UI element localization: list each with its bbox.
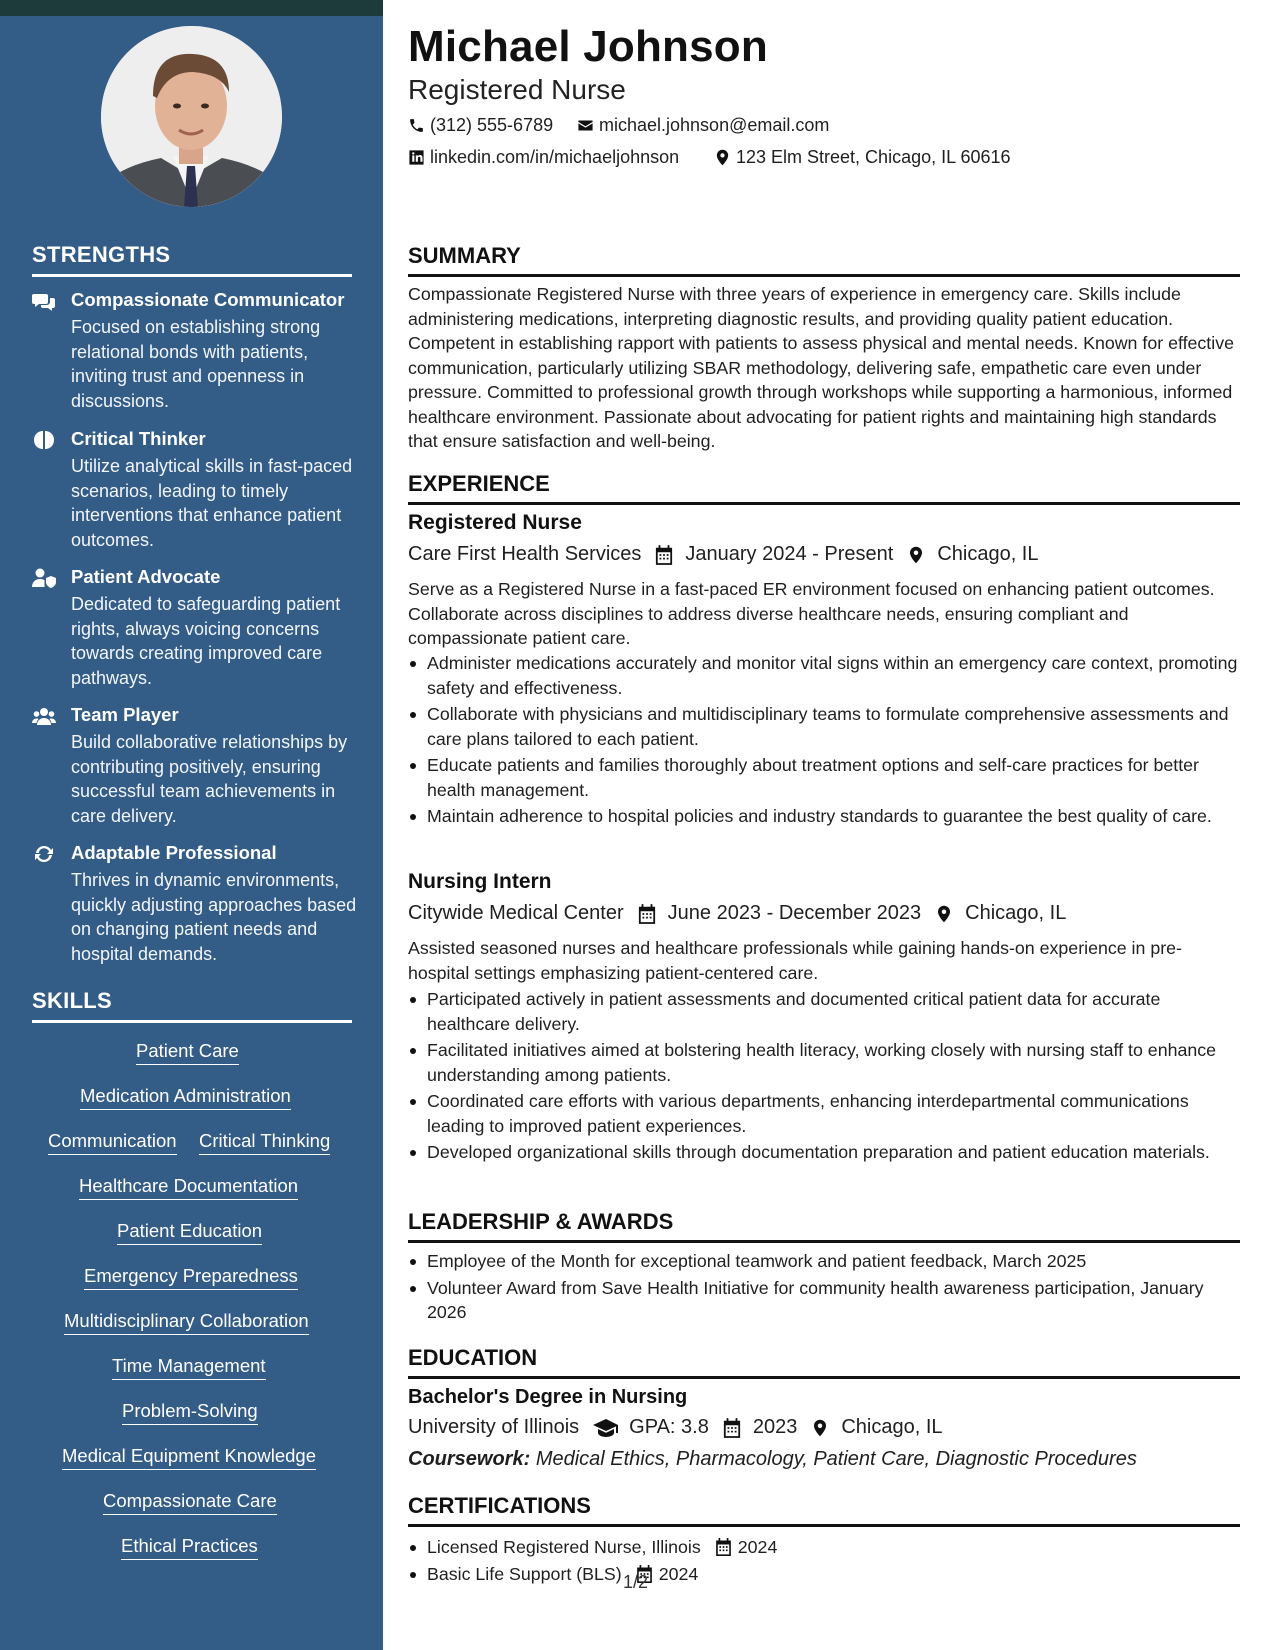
list-item: Employee of the Month for exceptional teamwork and patient feedback, March 2025 [408, 1249, 1240, 1274]
strength-description: Focused on establishing strong relational bonds with patients, inviting trust and openness in discussions. [71, 317, 321, 411]
strength-title: Compassionate Communicator [71, 289, 345, 310]
degree-title: Bachelor's Degree in Nursing [408, 1386, 688, 1408]
calendar-icon [638, 904, 658, 924]
job-title-2: Nursing Intern [408, 870, 552, 893]
job-bullets-1 [408, 651, 1240, 831]
phone-icon [408, 117, 425, 134]
job-meta-1: Care First Health Services January 2024 - Present Chicago, IL [408, 543, 1039, 565]
job-meta-2: Citywide Medical Center June 2023 - December 2023 Chicago, IL [408, 902, 1067, 924]
calendar-icon [715, 1538, 732, 1556]
strength-description: Thrives in dynamic environments, quickly adjusting approaches based on changing patient needs and hospital demands. [71, 870, 357, 964]
summary-text: Compassionate Registered Nurse with three years of experience in emergency care. Skills include administering medications, interpreting diagnostic results, and providing quality patient education. Competent in establishing rapport with patients to assess physical and mental needs. Known for effective communication, particularly utilizing SBAR methodology, delivering safe, empathetic care even under pressure. Committed to professional growth through workshops while supporting a harmonious, informed healthcare environment. Passionate about advocating for patient rights and maintaining high standards that ensure satisfaction and well-being. [408, 284, 1234, 451]
list-item: Administer medications accurately and monitor vital signs within an emergency care context, promoting safety and effectiveness. [408, 651, 1240, 700]
skills-heading: SKILLS [32, 988, 352, 1023]
envelope-icon [577, 117, 594, 134]
coursework: Coursework: Medical Ethics, Pharmacology, Patient Care, Diagnostic Procedures [408, 1448, 1137, 1470]
candidate-name: Michael Johnson [408, 22, 768, 71]
calendar-icon [723, 1418, 743, 1438]
sidebar [0, 0, 383, 1650]
sidebar-top-bar [0, 0, 383, 16]
strength-title: Patient Advocate [71, 566, 221, 587]
map-marker-icon [811, 1418, 831, 1438]
contact-address: 123 Elm Street, Chicago, IL 60616 [714, 147, 1011, 168]
leadership-heading: LEADERSHIP & AWARDS [408, 1209, 1240, 1243]
skill-tag: Communication [48, 1130, 177, 1155]
list-item: Volunteer Award from Save Health Initiative for community health awareness participation, January 2026 [408, 1276, 1240, 1325]
skill-tag: Emergency Preparedness [84, 1265, 298, 1290]
skill-tag: Healthcare Documentation [79, 1175, 298, 1200]
strength-description: Utilize analytical skills in fast-paced scenarios, leading to timely interventions that enhance patient outcomes. [71, 456, 353, 550]
calendar-icon [655, 545, 675, 565]
job-title: Registered Nurse [408, 74, 626, 105]
skill-tag: Critical Thinking [199, 1130, 330, 1155]
list-item: Facilitated initiatives aimed at bolstering health literacy, working closely with nursing staff to enhance understanding among patients. [408, 1038, 1240, 1087]
strengths-heading: STRENGTHS [32, 242, 352, 277]
list-item: Coordinated care efforts with various departments, enhancing interdepartmental communications leading to improved patient experiences. [408, 1089, 1240, 1138]
skill-tag: Ethical Practices [121, 1535, 258, 1560]
top-bar-right [383, 0, 1275, 16]
skill-tag: Problem-Solving [122, 1400, 258, 1425]
list-item: Collaborate with physicians and multidisciplinary teams to formulate comprehensive assessments and care plans tailored to each patient. [408, 702, 1240, 751]
user-shield-icon [32, 568, 56, 588]
skill-tag: Compassionate Care [103, 1490, 277, 1515]
job-description-2: Assisted seasoned nurses and healthcare professionals while gaining hands-on experience in pre-hospital settings emphasizing patient-centered care. [408, 938, 1182, 983]
strength-title: Critical Thinker [71, 428, 206, 449]
skill-tag: Patient Care [136, 1040, 239, 1065]
job-title-1: Registered Nurse [408, 511, 582, 534]
linkedin-icon [408, 149, 425, 166]
job-bullets-2 [408, 987, 1240, 1167]
avatar [101, 26, 282, 207]
map-marker-icon [935, 904, 955, 924]
skill-tag: Multidisciplinary Collaboration [64, 1310, 309, 1335]
list-item: Licensed Registered Nurse, Illinois 2024 [408, 1535, 1240, 1560]
map-marker-icon [907, 545, 927, 565]
strength-description: Build collaborative relationships by contributing positively, ensuring successful team achievements in care delivery. [71, 732, 348, 826]
strength-title: Adaptable Professional [71, 842, 277, 863]
education-meta: University of Illinois GPA: 3.8 2023 Chicago, IL [408, 1416, 943, 1438]
list-item: Educate patients and families thoroughly about treatment options and self-care practices for better health management. [408, 753, 1240, 802]
list-item: Maintain adherence to hospital policies and industry standards to guarantee the best quality of care. [408, 804, 1240, 829]
comments-icon [32, 291, 56, 311]
contact-linkedin[interactable]: linkedin.com/in/michaeljohnson [408, 147, 679, 168]
contact-phone: (312) 555-6789 [408, 115, 553, 136]
education-heading: EDUCATION [408, 1345, 1240, 1379]
page-number: 1/2 [623, 1572, 649, 1592]
list-item: Basic Life Support (BLS) 2024 [408, 1562, 1240, 1587]
certifications-heading: CERTIFICATIONS [408, 1493, 1240, 1527]
list-item: Developed organizational skills through documentation preparation and patient education materials. [408, 1140, 1240, 1165]
sync-icon [32, 844, 56, 864]
experience-heading: EXPERIENCE [408, 471, 1240, 505]
certifications-list [408, 1535, 1240, 1588]
job-description-1: Serve as a Registered Nurse in a fast-paced ER environment focused on enhancing patient outcomes. Collaborate across disciplines to address diverse healthcare needs, ensuring compliant and compassionate patient care. [408, 579, 1215, 648]
summary-heading: SUMMARY [408, 243, 1240, 277]
graduation-cap-icon [593, 1418, 619, 1438]
map-marker-icon [714, 149, 731, 166]
leadership-list [408, 1249, 1240, 1327]
strength-description: Dedicated to safeguarding patient rights, always voicing concerns towards creating improved care pathways. [71, 594, 341, 688]
skill-tag: Medication Administration [80, 1085, 291, 1110]
strength-title: Team Player [71, 704, 179, 725]
contact-email[interactable]: michael.johnson@email.com [577, 115, 829, 136]
list-item: Participated actively in patient assessments and documented critical patient data for accurate healthcare delivery. [408, 987, 1240, 1036]
skill-tag: Medical Equipment Knowledge [62, 1445, 316, 1470]
brain-icon [32, 430, 56, 450]
users-icon [32, 706, 56, 726]
skill-tag: Time Management [112, 1355, 266, 1380]
skill-tag: Patient Education [117, 1220, 262, 1245]
